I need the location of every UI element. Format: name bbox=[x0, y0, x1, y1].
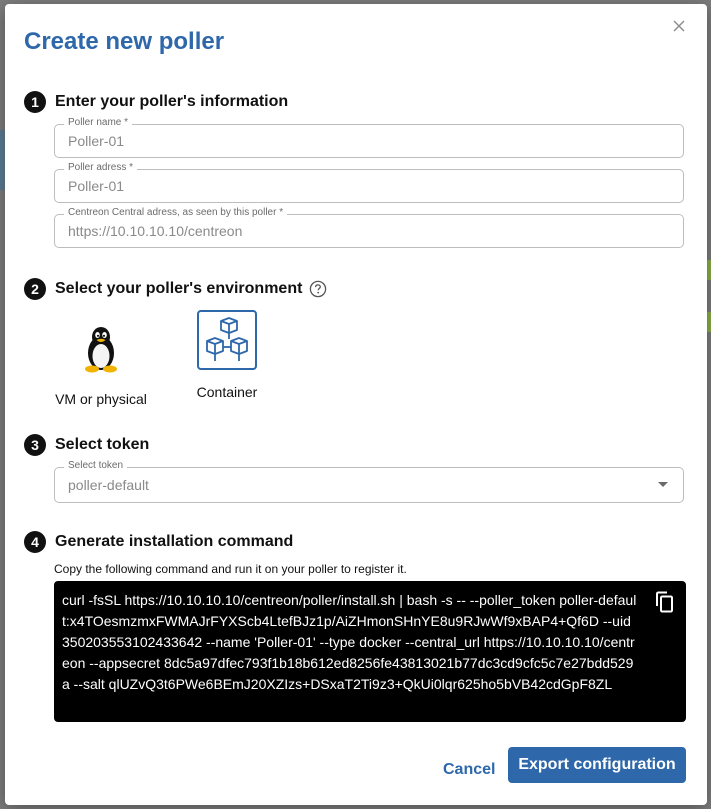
close-button[interactable] bbox=[669, 16, 689, 36]
step-number: 3 bbox=[24, 434, 46, 456]
token-select-label: Select token bbox=[64, 460, 127, 472]
step-title: Enter your poller's information bbox=[55, 93, 289, 110]
step-number: 2 bbox=[24, 278, 46, 300]
env-option-container[interactable] bbox=[180, 310, 274, 400]
backdrop-accent bbox=[707, 260, 711, 280]
step-title: Generate installation command bbox=[55, 533, 294, 550]
env-option-vm[interactable] bbox=[49, 317, 153, 407]
step-3-header bbox=[24, 434, 149, 456]
step-title: Select token bbox=[55, 436, 150, 453]
selected-env-box bbox=[197, 310, 257, 370]
step-2-header bbox=[24, 278, 327, 300]
central-address-field bbox=[54, 207, 684, 248]
step-title: Select your poller's environment bbox=[55, 280, 303, 297]
step-number: 1 bbox=[24, 91, 46, 113]
central-address-label: Centreon Central adress, as seen by this poller * bbox=[64, 207, 287, 219]
poller-address-input[interactable] bbox=[55, 170, 683, 202]
env-option-label: VM or physical bbox=[55, 391, 147, 407]
create-poller-dialog bbox=[5, 4, 707, 805]
poller-name-input[interactable] bbox=[55, 125, 683, 157]
poller-address-label: Poller adress * bbox=[64, 162, 137, 174]
central-address-input[interactable] bbox=[55, 215, 683, 247]
container-cubes-icon bbox=[203, 317, 251, 363]
poller-address-field bbox=[54, 162, 684, 203]
chevron-down-icon bbox=[658, 482, 668, 487]
step-1-header bbox=[24, 91, 288, 113]
install-command-box bbox=[54, 581, 686, 722]
copy-instructions: Copy the following command and run it on your poller to register it. bbox=[54, 562, 407, 576]
step-4-header bbox=[24, 531, 293, 553]
close-icon bbox=[673, 20, 685, 32]
token-select[interactable] bbox=[54, 460, 684, 503]
poller-name-label: Poller name * bbox=[64, 117, 132, 129]
token-select-value: poller-default bbox=[68, 477, 149, 493]
cancel-button[interactable]: Cancel bbox=[435, 755, 503, 785]
step-number: 4 bbox=[24, 531, 46, 553]
env-option-label: Container bbox=[196, 384, 258, 400]
install-command-text[interactable]: curl -fsSL https://10.10.10.10/centreon/poller/install.sh | bash -s -- --poller_token poller-default:x4TOesmzmxFWMAJrFYXScb4LtefBJz1p/AiZHmonSHnYE8u9RJwWf9xBAP4+Qf6D --uid 350203553102433642 --name 'Poller-01' --type docker --central_url https://10.10.10.10/centreon --appsecret 8dc5a97dfec793f1b18b612ed8256fe43813021b77dc3cd9cfc5c7e27bdd529a --salt qlUZvQ3t6PWe6BEmJ20XZIzs+DSxaT2Ti9z3+QkUi0lqr625ho5bVB42cdGpF8ZL bbox=[62, 592, 637, 692]
help-icon[interactable] bbox=[309, 280, 327, 298]
copy-icon[interactable] bbox=[654, 591, 674, 618]
poller-name-field bbox=[54, 117, 684, 158]
dialog-title: Create new poller bbox=[24, 28, 225, 55]
linux-tux-icon bbox=[81, 325, 121, 373]
backdrop-accent bbox=[707, 312, 711, 332]
export-configuration-button[interactable]: Export configuration bbox=[508, 747, 686, 783]
